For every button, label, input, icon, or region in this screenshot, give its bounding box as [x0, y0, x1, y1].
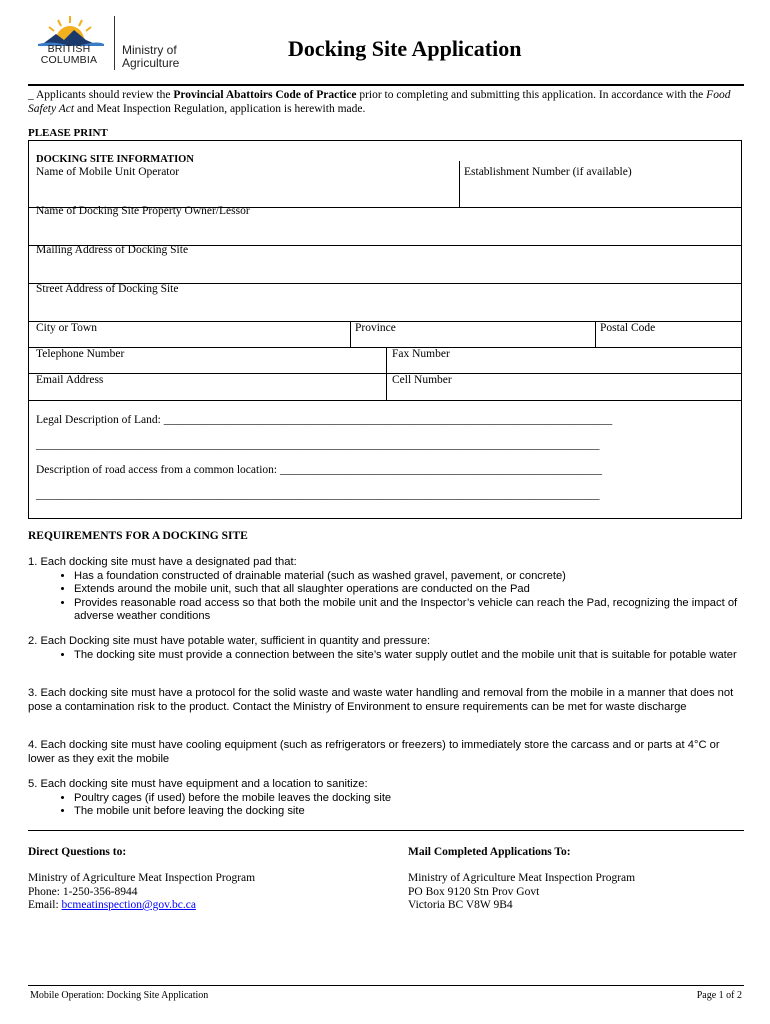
page-title: Docking Site Application [288, 36, 522, 61]
direct-questions-contact: Ministry of Agriculture Meat Inspection Program Phone: 1-250-356-8944 Email: bcmeatinspection@gov.bc.ca [28, 872, 256, 911]
section-heading: DOCKING SITE INFORMATION [36, 154, 194, 165]
street-address-field[interactable]: Street Address of Docking Site [36, 283, 179, 295]
footer-page-number: Page 1 of 2 [696, 990, 742, 1001]
sun-mountains-icon [30, 14, 110, 46]
requirement-4: 4. Each docking site must have cooling equipment (such as refrigerators or freezers) to immediately store the carcass and or parts at 4°C or lower as they exit the mobile [28, 739, 720, 765]
email-link[interactable]: bcmeatinspection@gov.bc.ca [61, 899, 196, 911]
email-field[interactable]: Email Address [36, 374, 104, 386]
legal-description-field[interactable]: Legal Description of Land: ______________________________________________________________________________ [36, 414, 613, 426]
mail-applications-heading: Mail Completed Applications To: [408, 846, 571, 858]
requirement-1: 1. Each docking site must have a designated pad that: • Has a foundation constructed of drainable material (such as washed gravel, pavement, or concrete) • Extends around the mobile unit, such that all slaughter operations are conducted on the Pad • Provides reasonable road access so that both the mobile unit and the Inspector’s vehicle can reach the Pad, recognizing the impact of adverse weather conditions [28, 556, 744, 624]
logo-province-name: BRITISH COLUMBIA [40, 43, 98, 66]
requirement-3: 3. Each docking site must have a protocol for the solid waste and waste water handling and removal from the mobile in a manner that does not pose a contamination risk to the product. Contact the Ministry of Environment to ensure requirements can be met for waste discharge [28, 687, 734, 713]
mailing-address: Ministry of Agriculture Meat Inspection Program PO Box 9120 Stn Prov Govt Victoria BC V8W 9B4 [408, 872, 636, 911]
section-divider [28, 830, 744, 831]
mailing-address-field[interactable]: Mailing Address of Docking Site [36, 244, 189, 256]
establishment-number-field[interactable]: Establishment Number (if available) [464, 166, 632, 178]
property-owner-field[interactable]: Name of Docking Site Property Owner/Lessor [36, 205, 250, 217]
requirements-heading: REQUIREMENTS FOR A DOCKING SITE [28, 530, 248, 542]
footer-doc-name: Mobile Operation: Docking Site Application [30, 990, 209, 1001]
requirement-5: 5. Each docking site must have equipment and a location to sanitize: • Poultry cages (if used) before the mobile leaves the docking site • The mobile unit before leaving the docking site [28, 778, 744, 819]
docking-site-form [28, 140, 742, 519]
logo-ministry-name: Ministry of Agriculture [122, 43, 180, 70]
list-item: • Poultry cages (if used) before the mobile leaves the docking site [74, 792, 744, 806]
city-field[interactable]: City or Town [36, 322, 97, 334]
list-item: • The mobile unit before leaving the docking site [74, 805, 744, 819]
road-access-line[interactable]: __________________________________________________________________________________________________ [36, 489, 600, 501]
province-field[interactable]: Province [355, 322, 396, 334]
requirement-2: 2. Each Docking site must have potable water, sufficient in quantity and pressure: • The docking site must provide a connection between the site’s water supply outlet and the mobile unit that is suitable for potable water [28, 635, 744, 662]
postal-code-field[interactable]: Postal Code [600, 322, 656, 334]
legal-description-line[interactable]: __________________________________________________________________________________________________ [36, 439, 600, 451]
page-footer [28, 985, 744, 1006]
list-item: • Provides reasonable road access so that both the mobile unit and the Inspector’s vehicle can reach the Pad, recognizing the impact of adverse weather conditions [74, 597, 744, 624]
fax-field[interactable]: Fax Number [392, 348, 450, 360]
telephone-field[interactable]: Telephone Number [36, 348, 125, 360]
title-divider [28, 84, 744, 86]
please-print-label: PLEASE PRINT [28, 127, 108, 139]
list-item: • Extends around the mobile unit, such that all slaughter operations are conducted on the Pad [74, 583, 744, 597]
list-item: • The docking site must provide a connection between the site’s water supply outlet and the mobile unit that is suitable for potable water [74, 649, 744, 663]
operator-name-field[interactable]: Name of Mobile Unit Operator [36, 166, 180, 178]
list-item: • Has a foundation constructed of drainable material (such as washed gravel, pavement, or concrete) [74, 570, 744, 584]
direct-questions-heading: Direct Questions to: [28, 846, 127, 858]
bc-government-logo [30, 14, 200, 72]
intro-paragraph: _ Applicants should review the Provincial Abattoirs Code of Practice prior to completing and submitting this application. In accordance with the Food Safety Act and Meat Inspection Regulation, application is herewith made. [28, 89, 731, 115]
cell-field[interactable]: Cell Number [392, 374, 452, 386]
road-access-field[interactable]: Description of road access from a common location: ________________________________________________________ [36, 464, 602, 476]
